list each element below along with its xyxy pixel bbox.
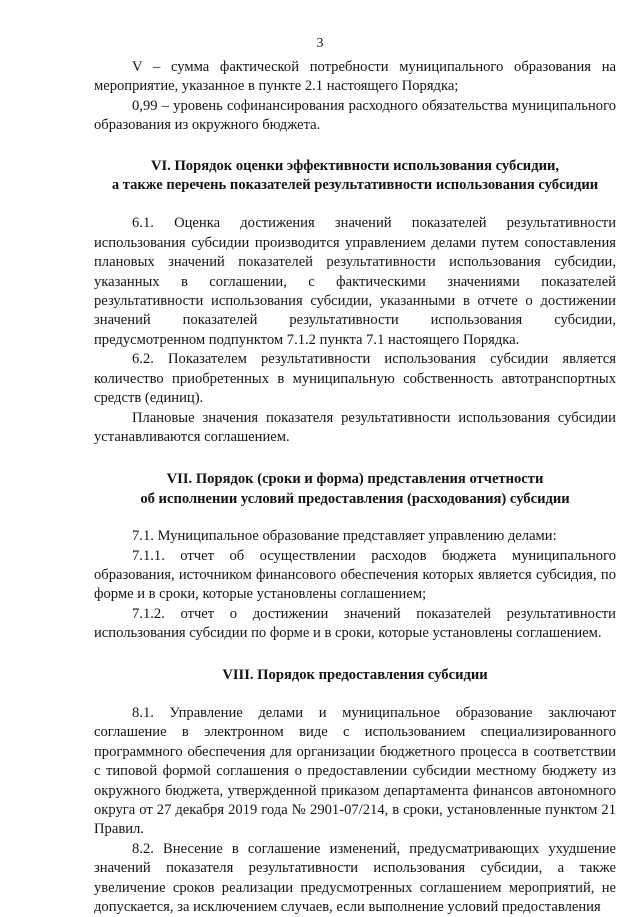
section-7-heading	[94, 470, 616, 509]
paragraph-8-1: 8.1. Управление делами и муниципальное образование заключают соглашение в электронном виде с использованием специализированного программного обеспечения для организации бюджетного процесса в соответствии с типовой формой соглашения о предоставлении субсидии местному бюджету из окружного бюджета, утвержденной приказом департамента финансов автономного округа от 27 декабря 2019 года № 2901-07/214, в сроки, установленные пунктом 21 Правил.	[94, 704, 616, 838]
paragraph-6-2: 6.2. Показателем результативности использования субсидии является количество приобретенных в муниципальную собственность автотранспортных средств (единиц).	[94, 351, 616, 407]
section-6-title-line-2: а также перечень показателей результативности использования субсидии	[111, 177, 599, 194]
page-number: 3	[316, 36, 324, 51]
formula-v-definition: V – сумма фактической потребности муниципального образования на мероприятие, указанное в пункте 2.1 настоящего Порядка;	[94, 59, 616, 95]
section-6-title-line-1: VI. Порядок оценки эффективности использования субсидии,	[150, 157, 560, 174]
section-8-title: VIII. Порядок предоставления субсидии	[222, 666, 488, 683]
formula-coefficient-definition: 0,99 – уровень софинансирования расходного обязательства муниципального образования из окружного бюджета.	[94, 97, 616, 134]
section-6-heading	[94, 157, 616, 196]
paragraph-8-2: 8.2. Внесение в соглашение изменений, предусматривающих ухудшение значений показателя результативности использования субсидии, а также увеличение сроков реализации предусмотренных соглашением мероприятий, не допускается, за исключением случаев, если выполнение условий предоставления	[94, 840, 616, 916]
paragraph-6-2-plan: Плановые значения показателя результативности использования субсидии устанавливаются соглашением.	[94, 409, 616, 445]
paragraph-6-1: 6.1. Оценка достижения значений показателей результативности использования субсидии производится управлением делами путем сопоставления плановых значений показателей результативности использования субсидии, указанных в соглашении, с фактическими значениями показателей результативности использования субсидии, указанными в отчете о достижении значений показателей результативности использования субсидии, предусмотренном подпунктом 7.1.2 пункта 7.1 настоящего Порядка.	[94, 215, 616, 348]
paragraph-7-1: 7.1. Муниципальное образование представляет управлению делами:	[132, 528, 557, 545]
section-8-heading	[94, 666, 616, 685]
paragraph-7-1-1: 7.1.1. отчет об осуществлении расходов бюджета муниципального образования, источником финансового обеспечения которых является субсидия, по форме и в сроки, которые установлены соглашением;	[94, 547, 616, 603]
section-7-title-line-1: VII. Порядок (сроки и форма) представления отчетности	[166, 471, 544, 488]
paragraph-7-1-2: 7.1.2. отчет о достижении значений показателей результативности использования субсидии по форме и в сроки, которые установлены соглашением.	[94, 605, 616, 642]
page-content	[94, 58, 616, 917]
section-7-title-line-2: об исполнении условий предоставления (расходования) субсидии	[140, 490, 570, 507]
